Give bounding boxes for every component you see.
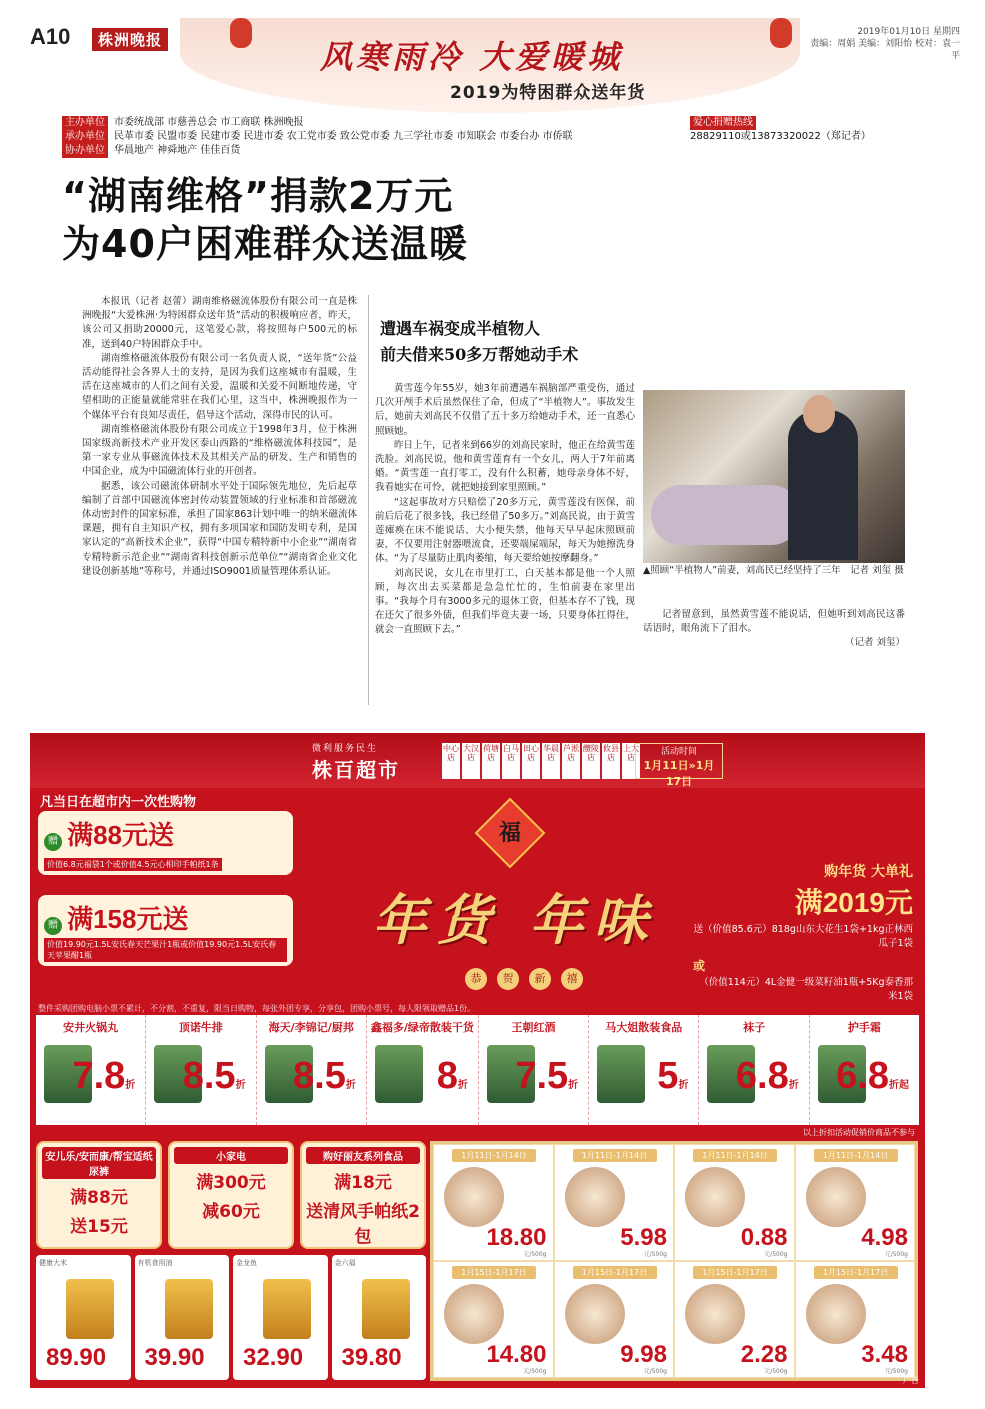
lantern-icon (770, 18, 792, 48)
big-order-gift-1: 送（价值85.6元）818g山东大花生1袋+1kg正林西瓜子1袋 (693, 924, 913, 949)
promo-offer-88 (38, 811, 293, 875)
store-name: 醴陵店 (582, 743, 600, 779)
article-paragraph: 湖南维格磁流体股份有限公司一名负责人说，“送年货”公益活动能得社会各界人士的支持，是因为我们这座城市有温暖，生活在这座城市的人们之间有关爱，温暖和关爱不间断地传递，守望相助的正能量就能常驻在我们心里，这当中，株洲晚报作为一个媒体平台有良知尽责任，倡导这个活动，深得市民的认可。 (82, 352, 357, 421)
sponsor-list (62, 116, 702, 158)
featured-product-price: 89.90 (46, 1344, 107, 1371)
store-list (442, 743, 640, 779)
fresh-produce-image (806, 1284, 866, 1344)
discount-rate (437, 1055, 468, 1098)
fresh-produce-item (554, 1261, 675, 1378)
featured-product (135, 1255, 230, 1380)
fresh-produce-price: 5.98 (620, 1224, 667, 1251)
article-paragraph: 据悉，该公司磁流体研制水平处于国际领先地位，先后起草编制了首部中国磁流体密封传动装置领域的行业标准和首部磁流体动密封件的国家标准，承担了国家863计划中唯一的纳米磁流体课题，拥有自主知识产权，拥有多项国家和国防发明专利，是国家认定的“高新技术企业”，获得“中国专精特新中小企业”“湖南省专精特新示范企业”“湖南省科技创新示范单位”“湖南省企业文化建设创新基地”等称号，并通过ISO9001质量管理体系认证。 (82, 480, 357, 577)
fresh-produce-grid (433, 1144, 915, 1378)
discount-product-name: 马大姐散装食品 (605, 1021, 683, 1034)
discount-rate-value: 7.8 (72, 1055, 126, 1097)
hotline-tag: 爱心捐赠热线 (690, 116, 756, 130)
fresh-produce-unit: 元/500g (523, 1251, 547, 1258)
gift-tag: 赠 (44, 833, 62, 851)
photo-head-shape (803, 395, 835, 433)
paper-name: 株洲晚报 (92, 28, 168, 51)
deal-threshold: 满88元 (70, 1188, 128, 1208)
ad-label: 广告 (903, 1376, 919, 1385)
lantern-icon (230, 18, 252, 48)
headline-line-2: 为40户困难群众送温暖 (62, 222, 468, 266)
fresh-produce-item (674, 1261, 795, 1378)
discount-rate-unit: 折 (235, 1080, 246, 1091)
festive-greeting (465, 968, 583, 990)
ad-slogan: 微利服务民生 (312, 744, 379, 754)
deal-threshold: 满300元 (196, 1173, 266, 1193)
discount-rate-unit: 折 (345, 1080, 356, 1091)
fresh-promo-dates: 1月11日-1月14日 (573, 1149, 657, 1162)
host-tag: 主办单位 (62, 116, 108, 130)
discount-strip (36, 1015, 919, 1125)
editor-credits: 责编：周娟 美编：刘阳怡 校对：袁一平 (810, 39, 960, 61)
discount-item (146, 1015, 256, 1125)
discount-rate-value: 8 (436, 1055, 458, 1097)
greeting-character: 新 (529, 968, 551, 990)
fresh-produce-item (674, 1144, 795, 1261)
discount-product-name: 安井火锅丸 (63, 1021, 119, 1034)
discount-product-image (375, 1045, 423, 1103)
discount-rate-value: 8.5 (182, 1055, 236, 1097)
store-name: 田心店 (522, 743, 540, 779)
fresh-promo-dates: 1月15日-1月17日 (814, 1266, 898, 1279)
category-deal (36, 1141, 162, 1249)
store-name: 攸县店 (602, 743, 620, 779)
discount-footnote: 以上折扣活动促销价商品不参与 (803, 1128, 915, 1137)
discount-rate-unit: 折 (678, 1080, 689, 1091)
store-name: 中心店 (442, 743, 460, 779)
discount-item (257, 1015, 367, 1125)
big-order-promo (693, 861, 913, 1004)
deal-reward: 减60元 (202, 1202, 260, 1222)
big-order-title: 购年货 大单礼 (824, 864, 913, 880)
ad-brand-name: 株百超市 (312, 758, 400, 782)
donation-hotline (690, 116, 900, 144)
category-deal (168, 1141, 294, 1249)
big-order-gift-2: （价值114元）4L金健一级菜籽油1瓶+5Kg泰香那米1袋 (699, 977, 913, 1002)
discount-item (367, 1015, 479, 1125)
fresh-produce-image (685, 1167, 745, 1227)
deal-category: 小家电 (174, 1147, 288, 1164)
discount-item (36, 1015, 146, 1125)
issue-date: 2019年01月10日 星期四 (857, 27, 960, 37)
fresh-produce-unit: 元/500g (764, 1368, 788, 1375)
story-body (375, 382, 635, 638)
discount-rate (72, 1055, 135, 1098)
column-divider (368, 295, 369, 705)
fresh-produce-item (795, 1261, 916, 1378)
story-paragraph: 黄雪莲今年55岁，她3年前遭遇车祸脑部严重受伤，通过几次开颅手术后虽然保住了命，但成了“半植物人”。事故发生后，她前夫刘高民不仅借了五十多万给她动手术，还一直悉心照顾她。 (375, 383, 635, 437)
store-name: 上大店 (622, 743, 640, 779)
co-organizers: 民革市委 民盟市委 民建市委 民进市委 农工党市委 致公党市委 九三学社市委 市知联会 市委台办 市侨联 (114, 131, 573, 142)
assist-sponsors: 华晨地产 神舜地产 佳佳百货 (114, 145, 241, 156)
discount-product-name: 护手霜 (847, 1021, 881, 1034)
hotline-number: 28829110或13873320022（郑记者） (690, 131, 871, 142)
featured-product-label: 金龙鱼 (236, 1259, 257, 1267)
discount-rate (836, 1055, 909, 1098)
photo-bed-shape (651, 485, 801, 545)
promo-title: 凡当日在超市内一次性购物 (40, 795, 197, 810)
fresh-promo-dates: 1月15日-1月17日 (452, 1266, 536, 1279)
discount-item (699, 1015, 809, 1125)
fresh-produce-image (565, 1284, 625, 1344)
featured-product-price: 32.90 (243, 1344, 304, 1371)
store-name: 芦淞店 (562, 743, 580, 779)
story-headline-line-1: 遭遇车祸变成半植物人 (380, 319, 541, 338)
store-name: 白马店 (502, 743, 520, 779)
featured-product (36, 1255, 131, 1380)
fresh-produce-price: 18.80 (486, 1224, 547, 1251)
discount-rate-unit: 折 (568, 1080, 579, 1091)
discount-rate-unit: 折 (788, 1080, 799, 1091)
discount-rate-value: 6.8 (735, 1055, 789, 1097)
featured-product-price: 39.80 (341, 1344, 402, 1371)
fresh-produce-unit: 元/500g (523, 1368, 547, 1375)
big-order-threshold: 满2019元 (794, 887, 913, 918)
discount-product-name: 袜子 (743, 1021, 766, 1034)
story-paragraph: 刘高民说，女儿在市里打工，白天基本都是他一个人照顾，每次出去买菜都是急急忙忙的，生怕前妻在家里出事。“我每个月有3000多元的退休工资，但基本存不了钱，现在还欠了很多外债，但我们毕竟夫妻一场，只要身体扛得住，就会一直照顾下去。” (375, 567, 635, 636)
story-paragraph: 昨日上午，记者来到66岁的刘高民家时，他正在给黄雪莲洗脸。刘高民说，他和黄雪莲育有一个女儿，两人于7年前离婚。“黄雪莲一直打零工，没有什么积蓄，她母亲身体不好，我看她实在可怜，就把她接到家里照顾。” (375, 439, 635, 494)
discount-product-name: 海天/李锦记/厨邦 (268, 1021, 354, 1034)
discount-item (810, 1015, 919, 1125)
fresh-produce-image (685, 1284, 745, 1344)
discount-item (479, 1015, 589, 1125)
discount-rate (657, 1055, 688, 1098)
host-sponsors: 市委统战部 市慈善总会 市工商联 株洲晚报 (114, 117, 304, 128)
discount-rate-unit: 折起 (889, 1080, 909, 1091)
discount-rate-unit: 折 (457, 1080, 468, 1091)
gift-tag: 赠 (44, 917, 62, 935)
supermarket-advertisement (30, 733, 925, 1388)
featured-product-price: 39.90 (144, 1344, 205, 1371)
store-name: 华晨店 (542, 743, 560, 779)
fresh-produce-item (433, 1144, 554, 1261)
promo-period-dates: 1月11日»1月17日 (643, 759, 715, 788)
featured-product (233, 1255, 328, 1380)
promo-notice: 整件采购团购电脑小票不累计，不分割，不重复，限当日购物，每张外团专享，分享包，团购小票号，每人限领取赠品1份。 (38, 1004, 476, 1013)
promo-period-label: 活动时间 (660, 747, 697, 757)
fresh-produce-price: 14.80 (486, 1341, 547, 1368)
co-organizer-tag: 承办单位 (62, 130, 108, 144)
discount-rate-value: 6.8 (836, 1055, 889, 1097)
fresh-produce-panel (430, 1141, 918, 1381)
fresh-produce-price: 0.88 (740, 1224, 788, 1251)
category-deal (300, 1141, 426, 1249)
story-headline (380, 316, 760, 368)
featured-product-label: 有机食用油 (137, 1259, 173, 1267)
discount-rate-value: 8.5 (293, 1055, 346, 1097)
greeting-character: 贺 (497, 968, 519, 990)
featured-products (36, 1255, 426, 1380)
fresh-produce-unit: 元/500g (884, 1251, 908, 1258)
deal-category: 购好丽友系列食品 (306, 1147, 420, 1164)
fu-diamond (475, 798, 546, 869)
promo-period (635, 743, 723, 788)
fresh-promo-dates: 1月11日-1月14日 (452, 1149, 536, 1162)
article-headline (62, 172, 682, 268)
promo-threshold: 满88元送 (67, 820, 175, 850)
discount-product-name: 鑫福多/绿帝散装干货 (370, 1021, 474, 1034)
discount-rate-value: 7.5 (515, 1055, 569, 1097)
discount-rate (293, 1055, 356, 1098)
featured-product-image (362, 1279, 410, 1339)
featured-product-image (165, 1279, 213, 1339)
festive-graphic (320, 808, 710, 1008)
page-number: A10 (30, 24, 71, 49)
fresh-produce-price: 9.98 (620, 1341, 667, 1368)
story-byline: （记者 刘玺） (844, 637, 905, 649)
ad-logo (312, 741, 462, 781)
date-line (805, 26, 960, 62)
deal-reward: 送15元 (70, 1217, 128, 1237)
deal-category: 安儿乐/安而康/帮宝适纸尿裤 (42, 1147, 156, 1179)
fresh-promo-dates: 1月15日-1月17日 (693, 1266, 777, 1279)
deal-threshold: 满18元 (334, 1173, 392, 1193)
fresh-promo-dates: 1月11日-1月14日 (693, 1149, 777, 1162)
featured-product-label: 健康大米 (39, 1259, 67, 1267)
fu-character: 福 (498, 820, 521, 846)
headline-line-1: “湖南维格”捐款2万元 (62, 174, 454, 218)
fresh-produce-unit: 元/500g (643, 1368, 667, 1375)
featured-product-label: 金六福 (334, 1259, 356, 1267)
featured-product (332, 1255, 427, 1380)
store-name: 大汉店 (462, 743, 480, 779)
festive-title: 年货 年味 (372, 888, 658, 952)
featured-product-image (66, 1279, 114, 1339)
photo-caption: ▲照顾“半植物人”前妻，刘高民已经坚持了三年 记者 刘玺 摄 (643, 565, 904, 576)
fresh-produce-price: 2.28 (740, 1341, 788, 1368)
article-body (82, 295, 357, 579)
fresh-produce-price: 4.98 (861, 1224, 908, 1251)
masthead (30, 18, 960, 113)
photo-person-shape (788, 410, 858, 560)
fresh-produce-unit: 元/500g (643, 1251, 667, 1258)
promo-gift-note: 价值6.8元福袋1个或价值4.5元心相印手帕纸1条 (44, 858, 222, 871)
fresh-produce-item (554, 1144, 675, 1261)
story-headline-line-2: 前夫借来50多万帮她动手术 (380, 345, 579, 364)
discount-rate (183, 1055, 246, 1098)
banner-subtitle: 2019为特困群众送年货 (450, 83, 646, 103)
fresh-produce-image (444, 1284, 504, 1344)
fresh-produce-image (444, 1167, 504, 1227)
fresh-produce-price: 3.48 (861, 1341, 908, 1368)
fresh-produce-item (433, 1261, 554, 1378)
fresh-promo-dates: 1月15日-1月17日 (573, 1266, 657, 1279)
fresh-produce-item (795, 1144, 916, 1261)
discount-rate (515, 1055, 578, 1098)
promo-offer-158 (38, 895, 293, 966)
fresh-promo-dates: 1月11日-1月14日 (814, 1149, 898, 1162)
greeting-character: 禧 (561, 968, 583, 990)
store-name: 荷塘店 (482, 743, 500, 779)
fresh-produce-image (806, 1167, 866, 1227)
discount-item (589, 1015, 699, 1125)
category-deals (36, 1141, 426, 1249)
discount-product-name: 顶诺牛排 (178, 1021, 223, 1034)
promo-gift-note: 价值19.90元1.5L安氏春天芒果汁1瓶或价值19.90元1.5L安氏春天苹果醋1瓶 (44, 938, 287, 962)
promo-threshold: 满158元送 (67, 904, 189, 934)
story-body-continued (643, 608, 905, 651)
fresh-produce-unit: 元/500g (764, 1251, 788, 1258)
article-paragraph: 湖南维格磁流体股份有限公司成立于1998年3月，位于株洲国家级高新技术产业开发区泰山西路的“维格磁流体科技园”，是第一家专业从事磁流体技术及其相关产品的研发、生产和销售的中国企业，成为中国磁流体行业的开创者。 (82, 423, 357, 478)
story-paragraph: 记者留意到，虽然黄雪莲不能说话，但她听到刘高民这番话语时，眼角流下了泪水。 (643, 609, 905, 635)
fresh-produce-image (565, 1167, 625, 1227)
greeting-character: 恭 (465, 968, 487, 990)
discount-product-name: 王朝红酒 (511, 1021, 556, 1034)
assist-tag: 协办单位 (62, 144, 108, 158)
discount-product-image (597, 1045, 645, 1103)
news-photo (643, 390, 905, 563)
deal-reward: 送清风手帕纸2包 (306, 1202, 420, 1247)
article-paragraph: 本报讯（记者 赵蕾）湖南维格磁流体股份有限公司一直是株洲晚报“大爱株洲·为特困群众送年货”活动的积极响应者，昨天，该公司又捐助20000元，这笔爱心款，将按照每户500元的标准，送到40户特困群众手中。 (82, 296, 357, 350)
fresh-produce-unit: 元/500g (884, 1368, 908, 1375)
discount-rate (736, 1055, 799, 1098)
discount-rate-value: 5 (657, 1055, 679, 1097)
discount-rate-unit: 折 (125, 1080, 136, 1091)
featured-product-image (263, 1279, 311, 1339)
banner-title: 风寒雨冷 大爱暖城 (320, 38, 624, 76)
story-paragraph: “这起事故对方只赔偿了20多万元，黄雪莲没有医保，前前后后花了很多钱，我已经借了50多万。”刘高民说，由于黄雪莲瘫痪在床不能说话、大小便失禁，他每天早早起床照顾前妻，不仅要用注射器喂流食，还要端屎端尿，每天为她擦洗身体。“为了尽量防止肌肉萎缩，每天要给她按摩翻身。” (375, 496, 635, 565)
big-order-or: 或 (693, 959, 706, 973)
